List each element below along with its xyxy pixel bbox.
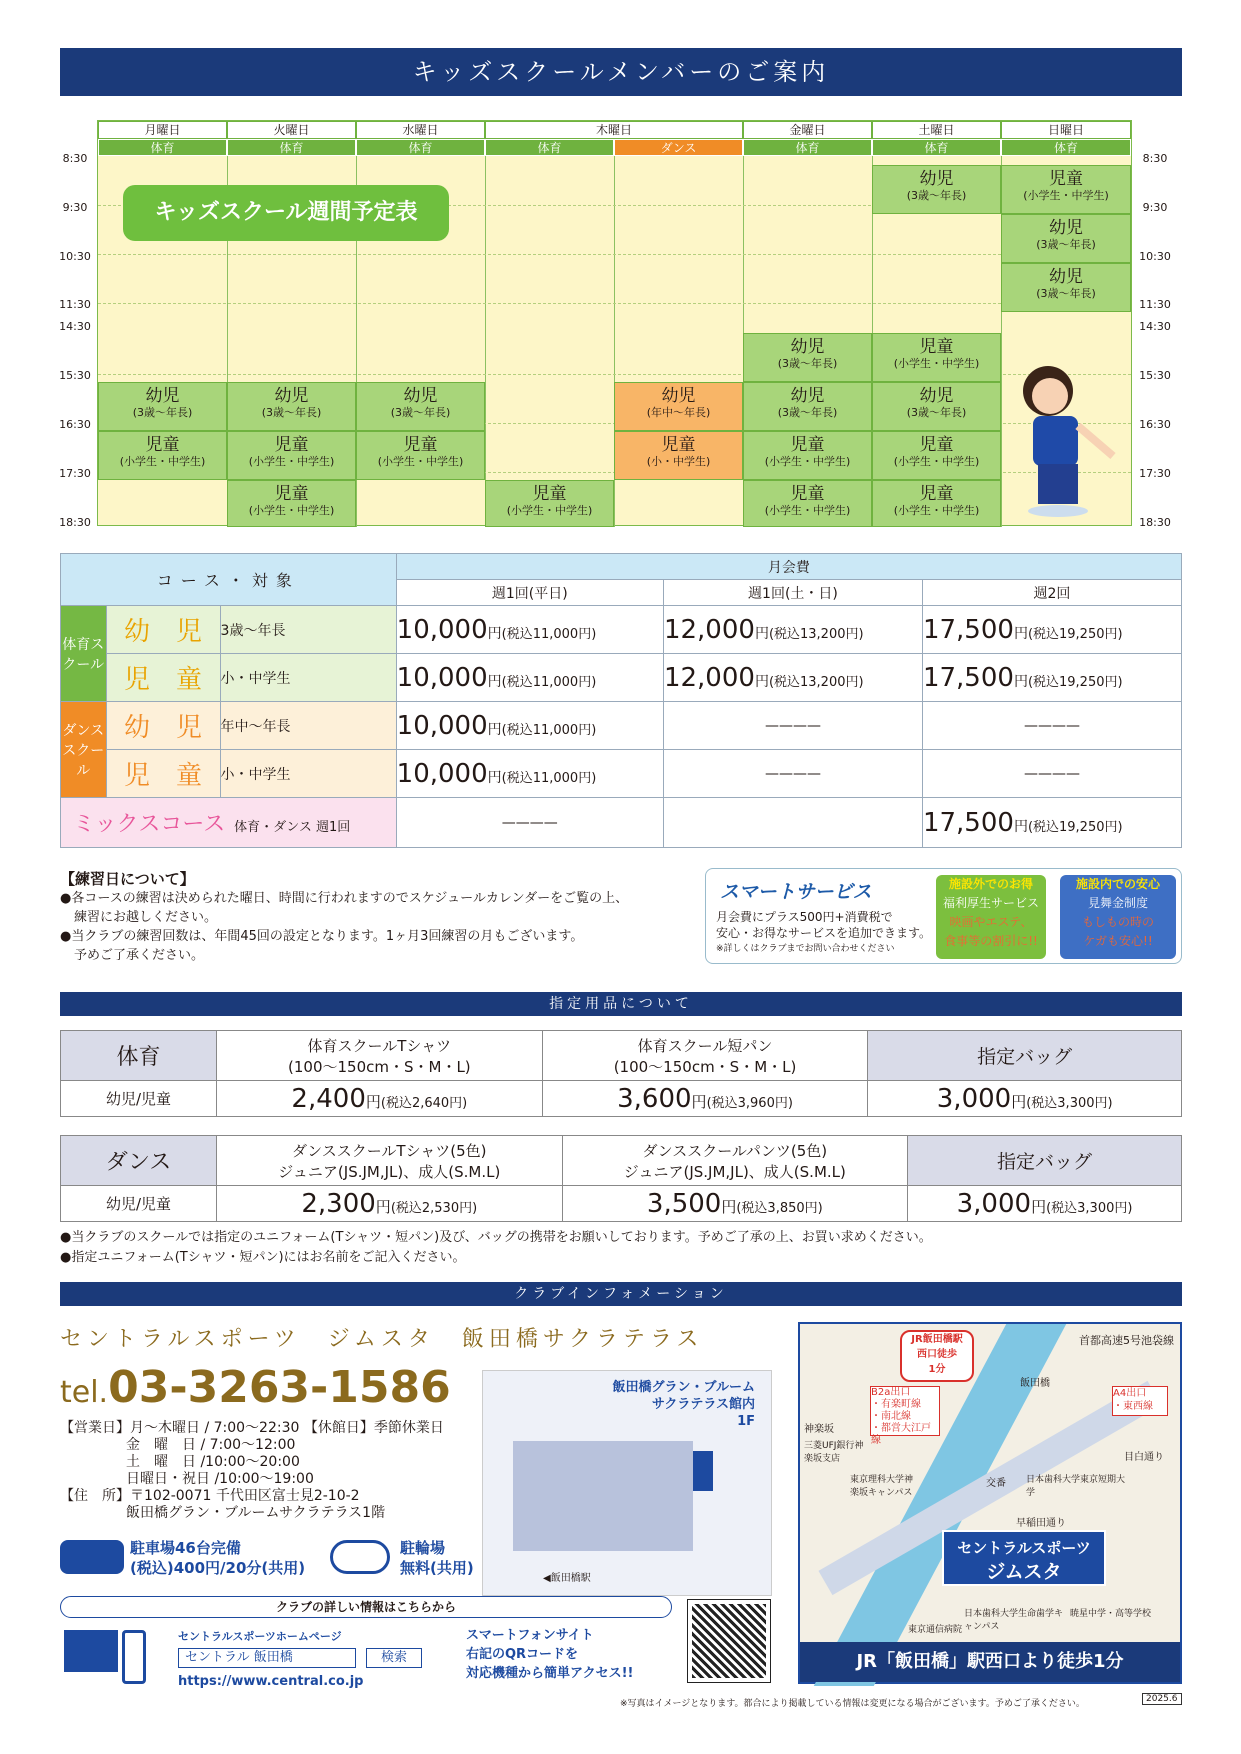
goods-item: 指定バッグ [908,1136,1182,1186]
col-header: 週1回(土・日) [663,580,922,606]
price-cell: 10,000円(税込11,000円) [396,750,663,798]
class-cell: 児童 (小学生・中学生) [872,333,1001,382]
search-input[interactable]: セントラル 飯田橋 [178,1648,356,1668]
course-name: 児 童 [106,654,220,702]
parking-info: 駐車場46台完備 (税込)400円/20分(共用) [130,1539,306,1577]
goods-header: 指定用品について [60,992,1182,1016]
col-header: 週1回(平日) [396,580,663,606]
empty-cell: ———— [922,750,1181,798]
schedule-badge: キッズスクール週間予定表 [123,185,449,241]
class-cell: 幼児 (3歳〜年長) [1001,263,1131,312]
empty-cell: ———— [396,798,663,848]
day-thu: 木曜日 [485,121,743,139]
club-name: セントラルスポーツ ジムスタ 飯田橋サクラテラス [60,1327,704,1352]
access-map: 首都高速5号池袋線 JR飯田橋駅 西口徒歩 1分 B2a出口 ・有楽町線 ・南北線 ・都営大江戸線 A4出口 ・東西線 神楽坂 三菱UFJ銀行神楽坂支店 東京理科大学神楽坂キャンパス 交番 日本歯科大学東京短期大学 飯田橋 早稲田通り 目白通り 東京通信病院 日本歯科大学生命歯学キャンパス 暁星中学・高等学校 セントラルスポーツ ジムスタ JR「飯田橋」駅西口より徒歩1分 [798,1322,1182,1684]
child-illustration [1008,346,1128,521]
goods-note: ●当クラブのスクールでは指定のユニフォーム(Tシャツ・短パン)及び、バッグの携帯をお願いしております。予めご了承の上、お買い求めください。 [60,1230,932,1245]
mix-course-name: ミックスコース [73,812,226,837]
bike-info: 駐輪場 無料(共用) [400,1539,474,1577]
page-title: キッズスクールメンバーのご案内 [60,48,1182,96]
class-cell: 児童 (小学生・中学生) [98,431,227,480]
course-target: 3歳〜年長 [220,606,396,654]
goods-item: ダンススクールパンツ(5色) ジュニア(JS.JM,JL)、成人(S.M.L) [562,1136,908,1186]
course-name: 幼 児 [106,702,220,750]
floor-map: 飯田橋グラン・ブルーム サクラテラス館内 1F ◀飯田橋駅 [482,1370,772,1596]
course-target: 小・中学生 [220,750,396,798]
fee-table [60,553,1182,848]
dance-label: ダンススクール [61,702,107,798]
class-cell: 児童 (小学生・中学生) [227,480,356,527]
class-cell: 児童 (小学生・中学生) [485,480,614,527]
price-cell: 10,000円(税込11,000円) [396,654,663,702]
goods-item: 体育スクールTシャツ (100〜150cm・S・M・L) [217,1031,543,1081]
club-tel: tel.03-3263-1586 [60,1362,451,1413]
course-name: 児 童 [106,750,220,798]
cat-label: 体育 [356,139,485,156]
cat-label: 体育 [872,139,1001,156]
footer-date: 2025.6 [1142,1693,1182,1705]
goods-item: 指定バッグ [868,1031,1182,1081]
day-wed: 水曜日 [356,121,485,139]
goods-taiku-table: 体育 体育スクールTシャツ (100〜150cm・S・M・L) 体育スクール短パン (100〜150cm・S・M・L) 指定バッグ 幼児/児童 2,400円(税込2,640円) 3,600円(税込3,960円) 3,000円(税込3,300円) [60,1030,1182,1117]
car-icon [60,1540,124,1574]
day-sat: 土曜日 [872,121,1001,139]
price-cell: 17,500円(税込19,250円) [922,606,1181,654]
mix-target: 体育・ダンス 週1回 [234,820,351,835]
class-cell: 幼児 (3歳〜年長) [872,165,1001,214]
dance-class-cell: 幼児 (年中〜年長) [614,382,743,431]
class-cell: 児童 (小学生・中学生) [872,431,1001,480]
map-caption: JR「飯田橋」駅西口より徒歩1分 [800,1642,1180,1682]
practice-notes: 【練習日について】 ●各コースの練習は決められた曜日、時間に行われますのでスケジュールカレンダーをご覧の上、 練習にお越しください。 ●当クラブの練習回数は、年間45回の設定となります。1ヶ月3回練習の月もございます。 予めご了承ください。 [60,870,629,963]
goods-note: ●指定ユニフォーム(Tシャツ・短パン)にはお名前をご記入ください。 [60,1250,466,1265]
footer-note: ※写真はイメージとなります。都合により掲載している情報は変更になる場合がございます。予めご了承ください。 [620,1699,1085,1709]
empty-cell: ———— [663,750,922,798]
class-cell: 幼児 (3歳〜年長) [98,382,227,431]
course-header: コース・対象 [61,554,397,606]
col-header: 週2回 [922,580,1181,606]
price-cell: 12,000円(税込13,200円) [663,654,922,702]
price-cell: 10,000円(税込11,000円) [396,702,663,750]
price-cell: 12,000円(税込13,200円) [663,606,922,654]
map-gym-label: セントラルスポーツ ジムスタ [942,1530,1106,1586]
class-cell: 児童 (小学生・中学生) [1001,165,1131,214]
class-cell: 幼児 (3歳〜年長) [356,382,485,431]
price-cell: 10,000円(税込11,000円) [396,606,663,654]
class-cell: 児童 (小学生・中学生) [227,431,356,480]
day-tue: 火曜日 [227,121,356,139]
bicycle-icon [330,1540,390,1574]
dance-class-cell: 児童 (小・中学生) [614,431,743,480]
smartphone-icon [122,1630,146,1684]
smart-service-box: スマートサービス 月会費にプラス500円+消費税で 安心・お得なサービスを追加できます。 ※詳しくはクラブまでお問い合わせください 施設外でのお得 福利厚生サービス 映画やエステ、 食事等の割引に!! 施設内での安心 見舞金制度 もしもの時の ケガも安心!! [705,868,1182,964]
empty-cell: ———— [663,702,922,750]
class-cell: 幼児 (3歳〜年長) [743,382,872,431]
hp-label: セントラルスポーツホームページ [178,1630,342,1643]
day-sun: 日曜日 [1001,121,1131,139]
cat-label: 体育 [98,139,227,156]
day-mon: 月曜日 [98,121,227,139]
taiku-label: 体育スクール [61,606,107,702]
club-header: クラブインフォメーション [60,1282,1182,1306]
url-link[interactable]: https://www.central.co.jp [178,1674,364,1689]
course-name: 幼 児 [106,606,220,654]
cat-label: 体育 [227,139,356,156]
empty-cell: ———— [922,702,1181,750]
goods-item: 体育スクール短パン (100〜150cm・S・M・L) [542,1031,868,1081]
class-cell: 幼児 (3歳〜年長) [872,382,1001,431]
computer-icon [64,1630,118,1672]
class-cell: 幼児 (3歳〜年長) [743,333,872,382]
class-cell: 児童 (小学生・中学生) [743,480,872,527]
class-cell: 児童 (小学生・中学生) [743,431,872,480]
class-cell: 児童 (小学生・中学生) [356,431,485,480]
cat-label: 体育 [1001,139,1131,156]
schedule-table [97,120,1132,526]
price-cell: 17,500円(税込19,250円) [922,654,1181,702]
class-cell: 幼児 (3歳〜年長) [227,382,356,431]
price-cell: 17,500円(税込19,250円) [922,798,1181,848]
monthly-header: 月会費 [396,554,1181,580]
sp-info: スマートフォンサイト 右記のQRコードを 対応機種から簡単アクセス!! [466,1628,634,1681]
course-target: 小・中学生 [220,654,396,702]
day-fri: 金曜日 [743,121,872,139]
hours: 【営業日】月〜木曜日 / 7:00〜22:30 【休館日】季節休業日 金 曜 日 / 7:00〜12:00 土 曜 日 /10:00〜20:00 日曜日・祝日 /10:00〜19:00 【住 所】〒102-0071 千代田区富士見2-10-2 飯田橋グラン・ブルームサクラテラス1階 [60,1420,444,1521]
cat-label: 体育 [743,139,872,156]
class-cell: 児童 (小学生・中学生) [872,480,1001,527]
qr-code[interactable] [688,1600,770,1682]
goods-item: ダンススクールTシャツ(5色) ジュニア(JS.JM,JL)、成人(S.M.L) [217,1136,563,1186]
cat-label: 体育 [485,139,614,156]
goods-dance-table: ダンス ダンススクールTシャツ(5色) ジュニア(JS.JM,JL)、成人(S.M.L) ダンススクールパンツ(5色) ジュニア(JS.JM,JL)、成人(S.M.L) 指定バッグ 幼児/児童 2,300円(税込2,530円) 3,500円(税込3,850円) 3,000円(税込3,300円) [60,1135,1182,1222]
search-button[interactable]: 検索 [366,1648,422,1668]
cat-label-dance: ダンス [614,139,743,156]
info-bar: クラブの詳しい情報はこちらから [60,1596,672,1618]
course-target: 年中〜年長 [220,702,396,750]
class-cell: 幼児 (3歳〜年長) [1001,214,1131,263]
